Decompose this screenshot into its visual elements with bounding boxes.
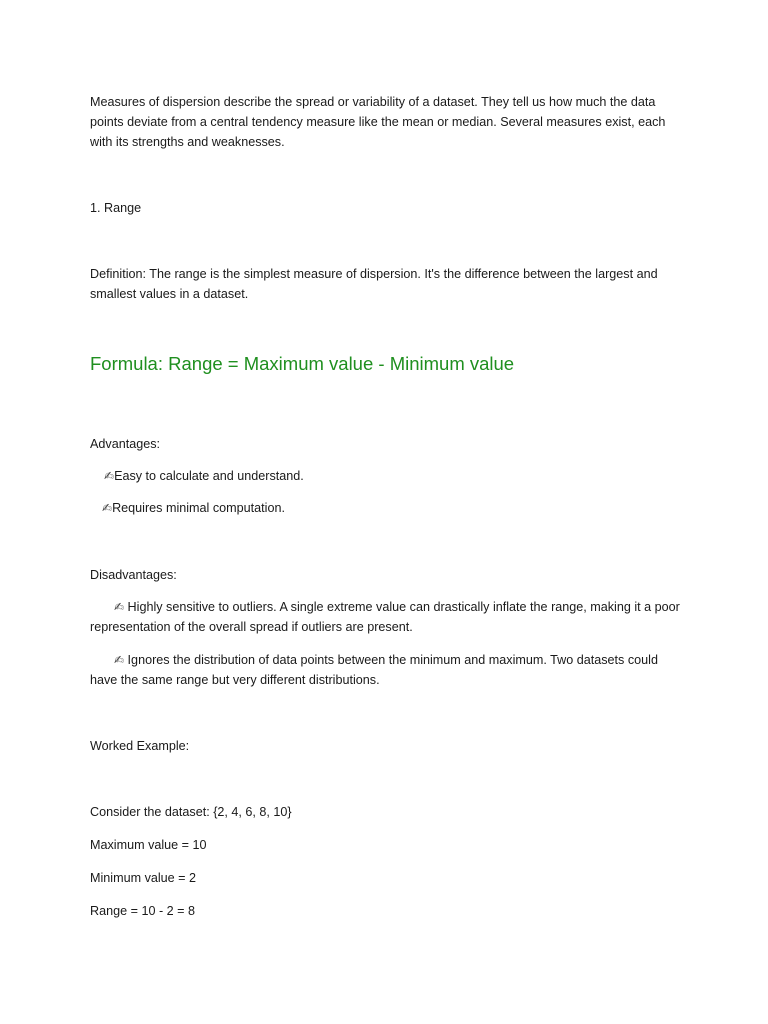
disadvantage-text: Highly sensitive to outliers. A single extreme value can drastically inflate the range, making it a poor representation of the overall spread if outliers are present. (90, 600, 680, 634)
advantage-item (90, 498, 682, 518)
writing-hand-icon: ✍ (114, 600, 125, 614)
advantage-item (90, 466, 682, 486)
writing-hand-icon: ✍ (102, 501, 113, 515)
advantages-heading: Advantages: (90, 437, 161, 451)
advantage-text: Requires minimal computation. (112, 501, 285, 515)
intro-paragraph: Measures of dispersion describe the spread or variability of a dataset. They tell us how much the data points deviate from a central tendency measure like the mean or median. Several measures exist, each with its strengths and weaknesses. (90, 95, 666, 149)
formula-heading: Formula: Range = Maximum value - Minimum value (90, 353, 515, 374)
definition-paragraph: Definition: The range is the simplest measure of dispersion. It's the difference between the largest and smallest values in a dataset. (90, 267, 658, 301)
writing-hand-icon: ✍ (104, 469, 115, 483)
example-dataset: Consider the dataset: {2, 4, 6, 8, 10} (90, 805, 292, 819)
example-min: Minimum value = 2 (90, 871, 197, 885)
disadvantage-text: Ignores the distribution of data points between the minimum and maximum. Two datasets could have the same range but very different distributions. (90, 653, 658, 687)
section-heading-range: 1. Range (90, 201, 142, 215)
writing-hand-icon: ✍ (114, 653, 125, 667)
advantage-text: Easy to calculate and understand. (114, 469, 304, 483)
example-max: Maximum value = 10 (90, 838, 207, 852)
disadvantage-item (90, 597, 682, 637)
disadvantages-heading: Disadvantages: (90, 568, 177, 582)
disadvantage-item (90, 650, 682, 690)
worked-example-heading: Worked Example: (90, 739, 190, 753)
example-result: Range = 10 - 2 = 8 (90, 904, 196, 918)
